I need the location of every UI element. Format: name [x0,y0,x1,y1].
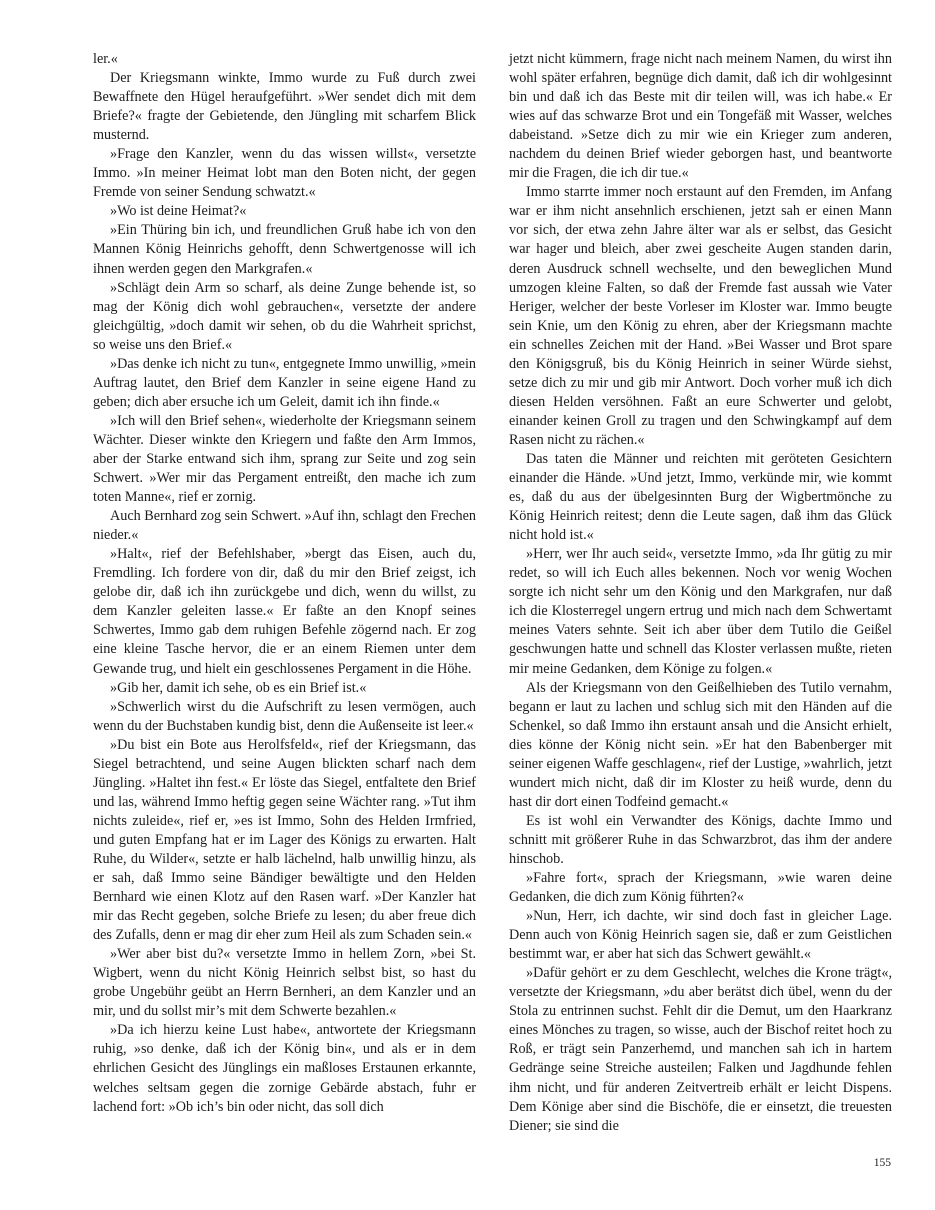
paragraph: »Halt«, rief der Befehlshaber, »bergt das Eisen, auch du, Fremdling. Ich fordere von dir, daß du mir den Brief zeigst, ich gelobe dir, daß ich ihn zurückgebe und dich, wenn du willst, zu dem Kanzler geleiten lasse.« Er faßte an den Knopf seines Schwertes, Immo gab dem ruhigen Befehle zögernd nach. Er zog eine kleine Tasche hervor, die er an einem Riemen unter dem Gewande trug, und hielt ein geschlossenes Pergament in die Höhe. [93,546,476,677]
paragraph: »Da ich hierzu keine Lust habe«, antwortete der Kriegsmann ruhig, »so denke, daß ich der König bin«, und als er in dem ehrlichen Gesicht des Jünglings ein maßloses Erstaunen erkannte, welches seltsam gegen die zornige Gebärde abstach, fuhr er lachend fort: »Ob ich’s bin oder nicht, das soll dich [93,1022,476,1115]
paragraph: »Ein Thüring bin ich, und freundlichen Gruß habe ich von den Mannen König Heinrichs gehofft, denn Schwertgenosse will ich ihnen werden gegen den Markgrafen.« [93,222,476,277]
paragraph: jetzt nicht kümmern, frage nicht nach meinem Namen, du wirst ihn wohl später erfahren, begnüge dich damit, daß ich dir wohlgesinnt bin und daß ich das Beste mit dir teilen will, was ich habe.« Er wies auf das schwarze Brot und ein Tongefäß mit Wasser, welches dabeistand. »Setze dich zu mir wie ein Krieger zum anderen, nachdem du deinen Brief wieder geborgen hast, und beantworte mir die Fragen, die ich dir tue.« [509,51,892,182]
paragraph: »Ich will den Brief sehen«, wiederholte der Kriegsmann seinem Wächter. Dieser winkte den Kriegern und faßte den Arm Immos, aber der Starke entwand sich ihm, sprang zur Seite und zog sein Schwert. »Wer mir das Pergament entreißt, den mache ich zum toten Manne«, rief er zornig. [93,412,476,506]
page-number: 155 [873,1157,891,1169]
left-column [93,50,476,1117]
paragraph: »Wer aber bist du?« versetzte Immo in hellem Zorn, »bei St. Wigbert, wenn du nicht König Heinrich selbst bist, so hast du grobe Ungebühr geübt an Herrn Bernheri, an dem Kanzler und an mir, und du sollst mir’s mit dem Schwerte bezahlen.« [93,946,476,1020]
paragraph: »Fahre fort«, sprach der Kriegsmann, »wie waren deine Gedanken, die dich zum König führten?« [509,870,892,906]
paragraph: »Gib her, damit ich sehe, ob es ein Brief ist.« [110,679,367,696]
paragraph: ler.« [93,51,118,67]
paragraph: Auch Bernhard zog sein Schwert. »Auf ihn, schlagt den Frechen nieder.« [93,508,477,544]
paragraph: Als der Kriegsmann von den Geißelhieben des Tutilo vernahm, begann er laut zu lachen und schlug sich mit den Händen auf die Schenkel, so daß Immo ihn erstaunt ansah und die Ansicht erhielt, dies könne der König nicht sein. »Er hat den Babenberger mit seiner eigenen Waffe geschlagen«, rief der Lustige, »wahrlich, jetzt wundert mich nicht, daß dir im Kloster zu heiß wurde, denn du hast dir dort einen Todfeind gemacht.« [509,679,892,810]
paragraph: »Nun, Herr, ich dachte, wir sind doch fast in gleicher Lage. Denn auch von König Heinrich sagen sie, daß er zum Geistlichen bestimmt war, er aber hat sich das Schwert gewählt.« [509,908,892,963]
paragraph: Immo starrte immer noch erstaunt auf den Fremden, im Anfang war er ihm nicht ansehnlich erschienen, jetzt sah er einen Mann vor sich, der etwa zehn Jahre älter war als er selbst, das Gesicht war hager und bleich, aber zwei gescheite Augen standen darin, deren Ausdruck schnell wechselte, und den beweglichen Mund umzogen kleine Falten, so daß der Fremde fast aussah wie Vater Heriger, welcher der beste Vorleser im Kloster war. Immo beugte sein Knie, um den König zu ehren, aber der Kriegsmann machte ein schnelles Zeichen mit der Hand. »Bei Wasser und Brot spare den Königsgruß, bis du König Heinrich in seiner Würde siehst, setze dich zu mir und gib mir Antwort. Doch vorher muß ich dich diesen Helden versöhnen. Faßt an eure Schwerter und gelobt, einander keinen Groll zu tragen und den Schwingkampf auf dem Rasen nicht zu rächen.« [509,184,892,448]
paragraph: »Dafür gehört er zu dem Geschlecht, welches die Krone trägt«, versetzte der Kriegsmann, »du aber berätst dich übel, wenn du der Stola zu entrinnen suchst. Fehlt dir die Demut, um den Haarkranz eines Mönches zu tragen, so wisse, auch der Bischof reitet hoch zu Roß, er trägt sein Panzerhemd, und manchen sah ich in hartem Gedränge seine Streiche austeilen; Falken und Jagdhunde fehlen ihm nicht, und für anderen Zeitvertreib erhält er leicht Dispens. Dem Könige aber sind die Bischöfe, die er einsetzt, die treuesten Diener; sie sind die [509,965,892,1134]
paragraph: »Schwerlich wirst du die Aufschrift zu lesen vermögen, auch wenn du der Buchstaben kundig bist, denn die Außenseite ist leer.« [93,698,476,734]
right-column [509,50,892,1136]
paragraph: »Herr, wer Ihr auch seid«, versetzte Immo, »da Ihr gütig zu mir redet, so will ich Euch alles bekennen. Noch vor wenig Wochen sorgte ich nicht sehr um den König und den Markgrafen, nur daß ich die Klosterregel ungern ertrug und mich nach dem Schwertamt meines Vaters sehnte. Seit ich aber über dem Tutilo die Geißel geschwungen hatte und schnell das Kloster verlassen mußte, rieten mir meine Gedanken, dem Könige zu folgen.« [509,546,892,677]
paragraph: Der Kriegsmann winkte, Immo wurde zu Fuß durch zwei Bewaffnete den Hügel heraufgeführt. »Wer sendet dich mit dem Briefe?« fragte der Gebietende, den Jüngling mit scharfem Blick musternd. [93,70,476,144]
paragraph: »Schlägt dein Arm so scharf, als deine Zunge behende ist, so mag der König dich wohl gebrauchen«, versetzte der andere gleichgültig, »doch damit wir sehen, ob du die Wahrheit sprichst, so weise uns den Brief.« [93,279,476,353]
paragraph: Es ist wohl ein Verwandter des Königs, dachte Immo und schnitt mit größerer Ruhe in das Schwarzbrot, das ihm der andere hinschob. [509,812,892,867]
paragraph: »Du bist ein Bote aus Herolfsfeld«, rief der Kriegsmann, das Siegel betrachtend, und seine Augen blickten scharf nach dem Jüngling. »Haltet ihn fest.« Er löste das Siegel, entfaltete den Brief und las, während Immo heftig gegen seine Wächter rang. »Tut ihm nichts zuleide«, rief er, »es ist Immo, Sohn des Helden Irmfried, und guten Empfang hat er im Lager des Königs zu erwarten. Halt Ruhe, du Wilder«, setzte er halb lächelnd, halb unwillig hinzu, als er sah, daß Immo seine Bändiger bewältigte und den Helden Bernhard wie einen Klotz auf den Rasen warf. »Der Kanzler hat mir das Recht gegeben, solche Briefe zu lesen; du aber freue dich des Zufalls, denn er mag dir eher zum Heil als zum Schaden sein.« [93,736,476,944]
paragraph: »Wo ist deine Heimat?« [110,203,247,220]
paragraph: Das taten die Männer und reichten mit geröteten Gesichtern einander die Hände. »Und jetzt, Immo, verkünde mir, wie kommt es, daß du aus der übelgesinnten Burg der Wigbertmönche zu König Heinrich reitest; denn die Leute sagen, daß ihm das Glück nicht hold ist.« [509,450,892,544]
paragraph: »Frage den Kanzler, wenn du das wissen willst«, versetzte Immo. »In meiner Heimat lobt man den Boten nicht, der gegen Fremde von seiner Sendung schwatzt.« [93,146,476,201]
paragraph: »Das denke ich nicht zu tun«, entgegnete Immo unwillig, »mein Auftrag lautet, den Brief dem Kanzler in seine eigene Hand zu geben; dich aber ersuche ich um Geleit, damit ich ihn finde.« [93,355,476,410]
